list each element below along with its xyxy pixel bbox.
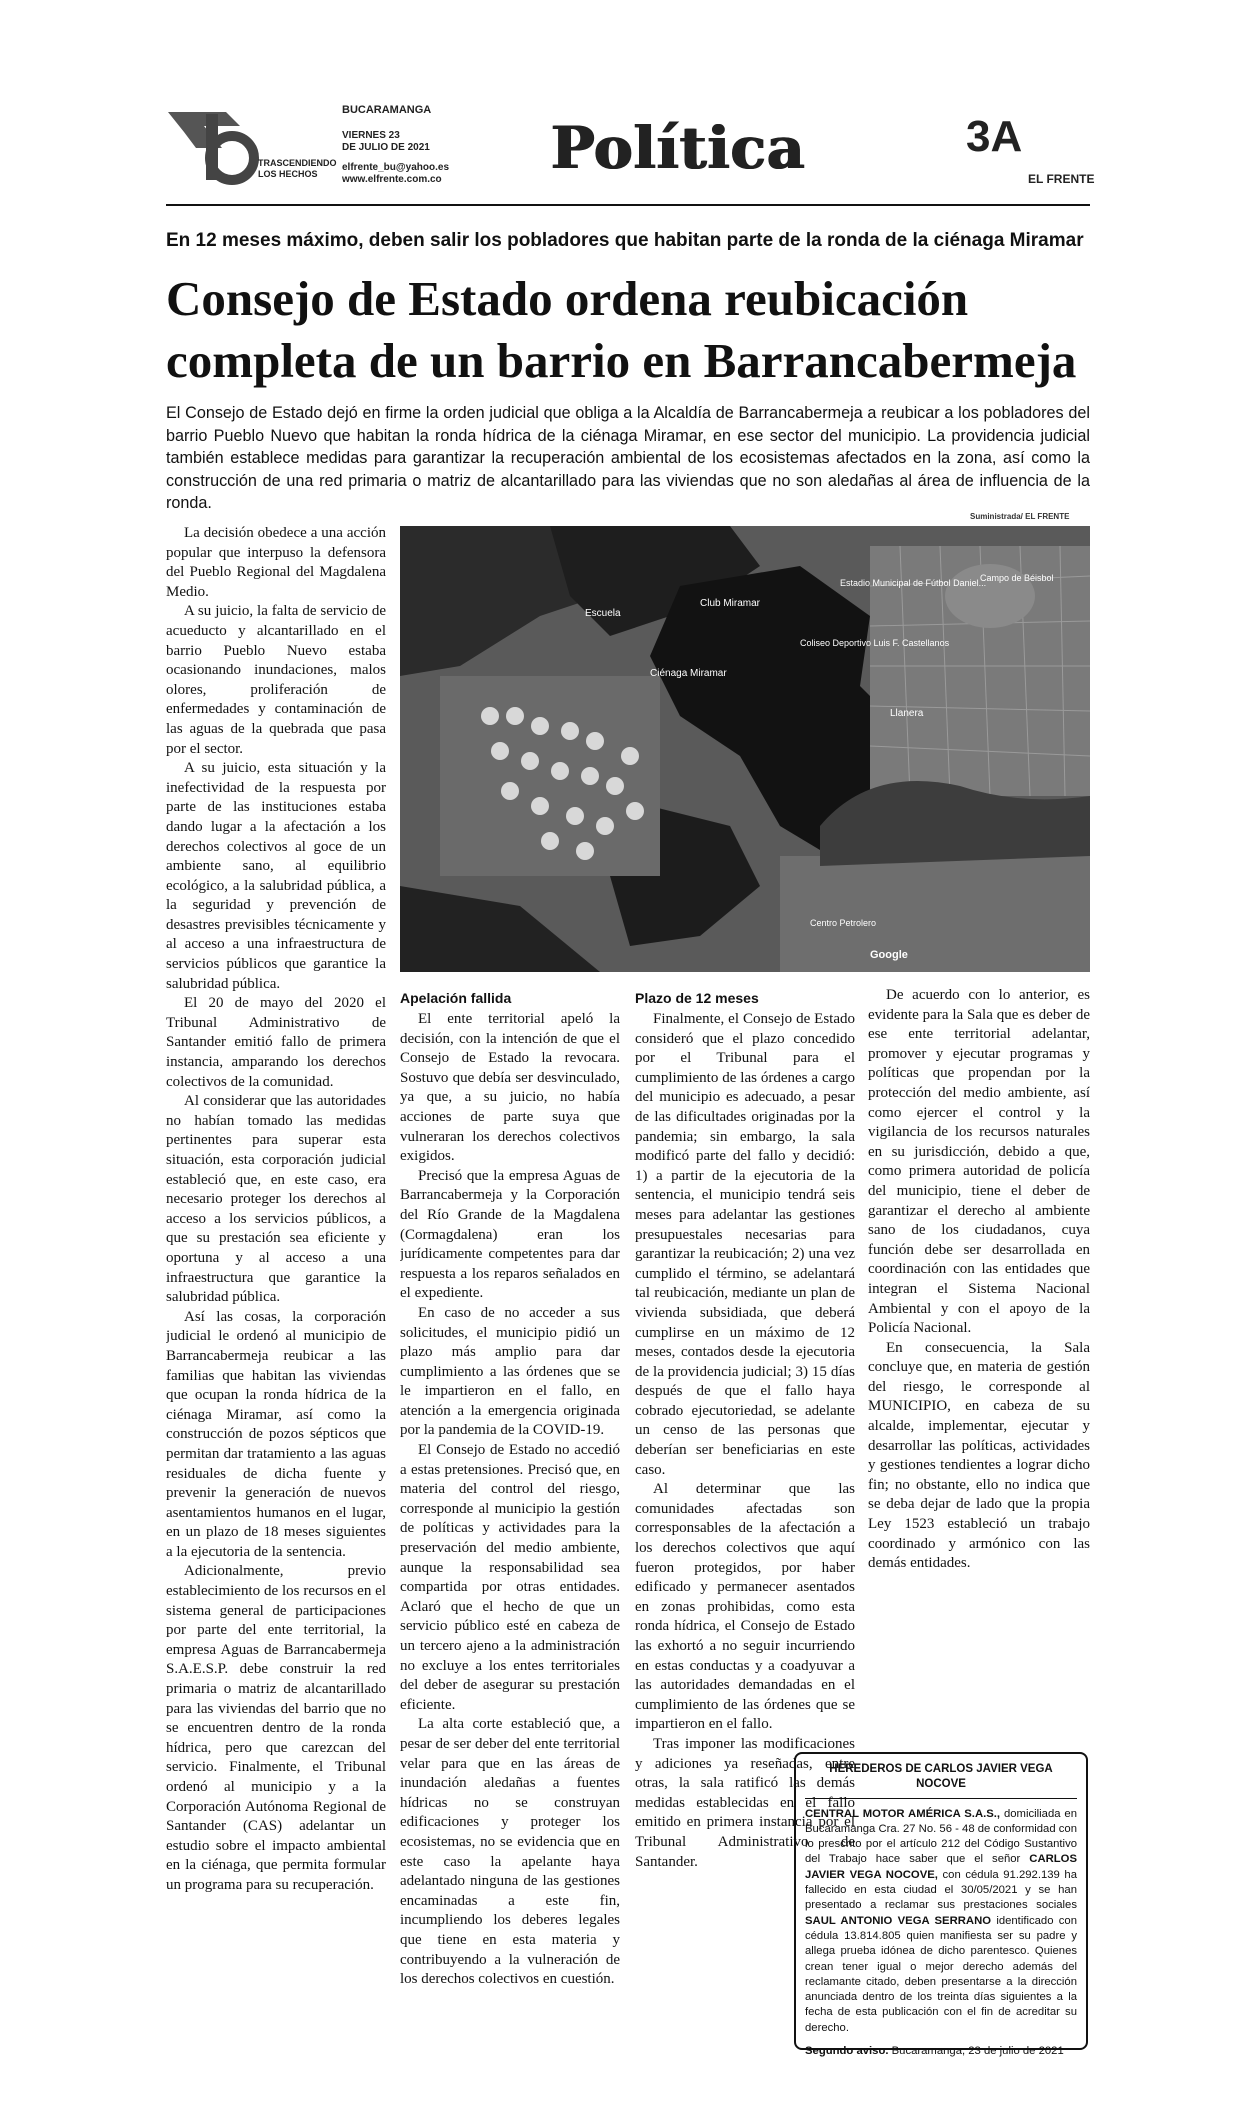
- paragraph: En consecuencia, la Sala concluye que, en materia de gestión del riesgo, le corresponde al MUNICIPIO, en cabeza de su alcalde, implementar, ejecutar y desarrollar las políticas, actividades y gestiones tendientes a lograr dicho fin; no obstante, ello no indica que se deba dejar de lado que la propia Ley 1523 estableció un trabajo coordinado y armónico con las demás entidades.: [868, 1339, 1090, 1572]
- map-label: Ciénaga Miramar: [650, 668, 727, 679]
- paragraph: El Consejo de Estado no accedió a estas pretensiones. Precisó que, en materia del control del riesgo, corresponde al municipio la gestión de políticas y actividades para la preservación del medio ambiente, aunque la responsabilidad sea compartida por otras entidades. Aclaró que el hecho de que un servicio público esté en cabeza de un tercero ajeno a la administración no excluye a los entes territoriales del deber de asegurar su prestación eficiente.: [400, 1442, 620, 1713]
- paragraph: Finalmente, el Consejo de Estado consideró que el plazo concedido por el Tribunal para el cumplimiento de las órdenes a cargo del municipio es adecuado, a pesar de las dificultades originadas por la pandemia; sin embargo, la sala modificó parte del fallo y decidió: 1) a partir de la ejecutoria de la sentencia, el municipio tendrá seis meses para adelantar las gestiones presupuestales necesarias para garantizar la reubicación; 2) una vez cumplido el término, se adelantará tal reubicación, mediante un plan de vivienda subsidiada, que deberá cumplirse en un máximo de 12 meses, contados desde la ejecutoria de la providencia judicial; 3) 15 días después de que el fallo haya cobrado ejecutoriedad, se adelante un censo de las personas que deberían ser beneficiarias en este caso.: [635, 1011, 855, 1478]
- paragraph: A su juicio, esta situación y la inefectividad de la respuesta por parte de las instituciones estaba dando lugar a la afectación a los derechos colectivos al goce de un ambiente sano, al equilibrio ecológico, a la salubridad pública, a la seguridad y prevención de desastres previsibles técnicamente y al acceso a una infraestructura de servicios públicos que garantice la salubridad pública.: [166, 760, 386, 992]
- masthead-date-2: DE JULIO DE 2021: [342, 142, 430, 153]
- masthead-web: www.elfrente.com.co: [342, 174, 442, 185]
- map-label: Campo de Béisbol: [980, 573, 1054, 583]
- paragraph: El 20 de mayo del 2020 el Tribunal Administrativo de Santander emitió fallo de primera instancia, amparando los derechos colectivos de la comunidad.: [166, 995, 386, 1090]
- paragraph: Así las cosas, la corporación judicial le ordenó al municipio de Barrancabermeja reubicar a las familias que habitan las viviendas que ocupan la ronda hídrica de la ciénaga Miramar, así como la construcción de pozos sépticos que permitan dar tratamiento a las aguas residuales de dicha fuente y prevenir la generación de nuevos asentamientos humanos en el lugar, en un plazo de 18 meses siguientes a la ejecutoria de la sentencia.: [166, 1308, 386, 1560]
- paragraph: En caso de no acceder a sus solicitudes, el municipio pidió un plazo más amplio para dar cumplimiento a las órdenes que se le impartieron en el fallo, en atención a la emergencia originada por la pandemia de la COVID-19.: [400, 1304, 620, 1439]
- notice-title: HEREDEROS DE CARLOS JAVIER VEGA NOCOVE: [805, 1762, 1077, 1799]
- map-label: Centro Petrolero: [810, 918, 877, 928]
- aerial-map-image: [400, 526, 1090, 972]
- page-number: 3A: [966, 112, 1023, 161]
- paragraph: Al considerar que las autoridades no habían tomado las medidas pertinentes para superar esta situación, esta corporación judicial estableció que, en este caso, era necesario proteger los derechos al acceso a los servicios públicos, a que su prestación sea eficiente y oportuna y al acceso a una infraestructura que garantice la salubridad pública.: [166, 1093, 386, 1306]
- masthead-rule: [166, 204, 1090, 206]
- article-column-4: [868, 986, 1090, 1746]
- paragraph: El ente territorial apeló la decisión, con la intención de que el Consejo de Estado la revocara. Sostuvo que debía ser desvinculado, ya que, a su juicio, no había acciones de parte suya que vulneraran los derechos colectivos exigidos.: [400, 1011, 620, 1165]
- paragraph: Adicionalmente, previo establecimiento de los recursos en el sistema general de participaciones por parte del ente territorial, la empresa Aguas de Barrancabermeja S.A.E.S.P. debe construir la red primaria o matriz de alcantarillado para las viviendas del barrio que no se encuentren dentro de la ronda hídrica, pero que carezcan del servicio. Finalmente, el Tribunal ordenó al municipio y a la Corporación Autónoma Regional de Santander (CAS) adelantar un estudio sobre el impacto ambiental en la ciénaga, que permita formular un programa para su recuperación.: [166, 1563, 386, 1893]
- paragraph: A su juicio, la falta de servicio de acueducto y alcantarillado en el barrio Pueblo Nuevo estaba ocasionando inundaciones, malos olores, proliferación de enfermedades y contaminación de las aguas de la quebrada que pasa por el sector.: [166, 603, 386, 757]
- masthead-city: BUCARAMANGA: [342, 104, 432, 116]
- map-label: Google: [870, 949, 908, 961]
- map-label: Club Miramar: [700, 598, 761, 609]
- photo-credit: Suministrada/ EL FRENTE: [970, 512, 1070, 521]
- article-lead: El Consejo de Estado dejó en firme la orden judicial que obliga a la Alcaldía de Barrancabermeja a reubicar a los pobladores del barrio Pueblo Nuevo que habitan la ronda hídrica de la ciénaga Miramar, en ese sector del municipio. La providencia judicial también establece medidas para garantizar la recuperación ambiental de los ecosistemas afectados en la zona, así como la construcción de una red primaria o matriz de alcantarillado para las viviendas que no son aledañas al área de influencia de la ronda.: [166, 404, 1090, 512]
- paragraph: La decisión obedece a una acción popular que interpuso la defensora del Pueblo Regional del Magdalena Medio.: [166, 525, 386, 600]
- legal-notice-box: [794, 1752, 1088, 2058]
- map-label: Estadio Municipal de Fútbol Daniel...: [840, 578, 987, 588]
- masthead-info: [342, 104, 449, 186]
- paragraph: Precisó que la empresa Aguas de Barrancabermeja y la Corporación del Río Grande de la Magdalena (Cormagdalena) eran los jurídicamente competentes para dar respuesta a los reparos señalados en el expediente.: [400, 1167, 620, 1302]
- section-title: Política: [550, 114, 805, 182]
- masthead-email: elfrente_bu@yahoo.es: [342, 162, 450, 173]
- paragraph: Al determinar que las comunidades afectadas son corresponsables de la afectación a los derechos colectivos que aquí fueron protegidos, por haber edificado y permanecer asentados en zonas prohibidas, como esta ronda hídrica, el Consejo de Estado las exhortó a no seguir incurriendo en estas conductas y a coadyuvar a las autoridades demandadas en el cumplimiento de las órdenes que se impartieron en el fallo.: [635, 1481, 855, 1733]
- map-label: Coliseo Deportivo Luis F. Castellanos: [800, 638, 950, 648]
- subheading: Apelación fallida: [400, 990, 512, 1006]
- aerial-map-photo: [400, 526, 1090, 972]
- subheading: Plazo de 12 meses: [635, 990, 759, 1006]
- logo-tagline: TRASCENDIENDO LOS HECHOS: [258, 158, 337, 179]
- paragraph: Tras imponer las modificaciones y adiciones ya reseñadas, entre otras, la sala ratificó las demás medidas establecidas en el fallo emitido en primera instancia por el Tribunal Administrativo de Santander.: [635, 1735, 855, 1870]
- paragraph: De acuerdo con lo anterior, es evidente para la Sala que es deber de ese ente territorial adelantar, promover y ejecutar programas y políticas que propendan por la protección del medio ambiente, así como ejercer el control y la vigilancia de los recursos naturales en su jurisdicción, debido a que, como primera autoridad de policía del municipio, tiene el deber de garantizar el derecho al ambiente sano de los ciudadanos, cuya función debe ser desarrollada en coordinación con las entidades que integran el Sistema Nacional Ambiental y con el apoyo de la Policía Nacional.: [868, 987, 1090, 1337]
- notice-body: CENTRAL MOTOR AMÉRICA S.A.S., domiciliada en Bucaramanga Cra. 27 No. 56 - 48 de conformidad con lo prescrito por el artículo 212 del Código Sustantivo del Trabajo hace saber que el señor CARLOS JAVIER VEGA NOCOVE, con cédula 91.292.139 ha fallecido en esta ciudad el 30/05/2021 y se han presentado a reclamar sus prestaciones sociales SAUL ANTONIO VEGA SERRANO identificado con cédula 13.814.805 quien manifiesta ser su padre y allega prueba idónea de dicho parentesco. Quienes crean tener igual o mejor derecho además del reclamante citado, deben presentarse a la dirección anunciada dentro de los treinta días siguientes a la fecha de esta publicación con el fin de acreditar su derecho.: [805, 1807, 1077, 2034]
- article-column-2: [400, 986, 620, 2056]
- map-label: Escuela: [585, 608, 621, 619]
- notice-signature: Segundo aviso. Bucaramanga, 23 de julio de 2021: [805, 2045, 1064, 2058]
- brand-label: EL FRENTE: [1028, 172, 1095, 186]
- paragraph: La alta corte estableció que, a pesar de ser deber del ente territorial velar para que en las áreas de inundación aledañas a fuentes hídricas no se construyan edificaciones y proteger los ecosistemas, no se evidencia que en este caso la apelante haya adelantado ninguna de las gestiones encaminadas a este fin, incumpliendo los deberes legales que tiene en esta materia y contribuyendo a la vulneración de los derechos colectivos en cuestión.: [400, 1716, 620, 1988]
- article-kicker: En 12 meses máximo, deben salir los pobladores que habitan parte de la ronda de la ciénaga Miramar: [166, 230, 1084, 251]
- map-label: Llanera: [890, 708, 924, 719]
- article-headline: Consejo de Estado ordena reubicación completa de un barrio en Barrancabermeja: [166, 271, 1077, 388]
- masthead-date-1: VIERNES 23: [342, 130, 400, 141]
- article-column-1: [166, 524, 386, 2054]
